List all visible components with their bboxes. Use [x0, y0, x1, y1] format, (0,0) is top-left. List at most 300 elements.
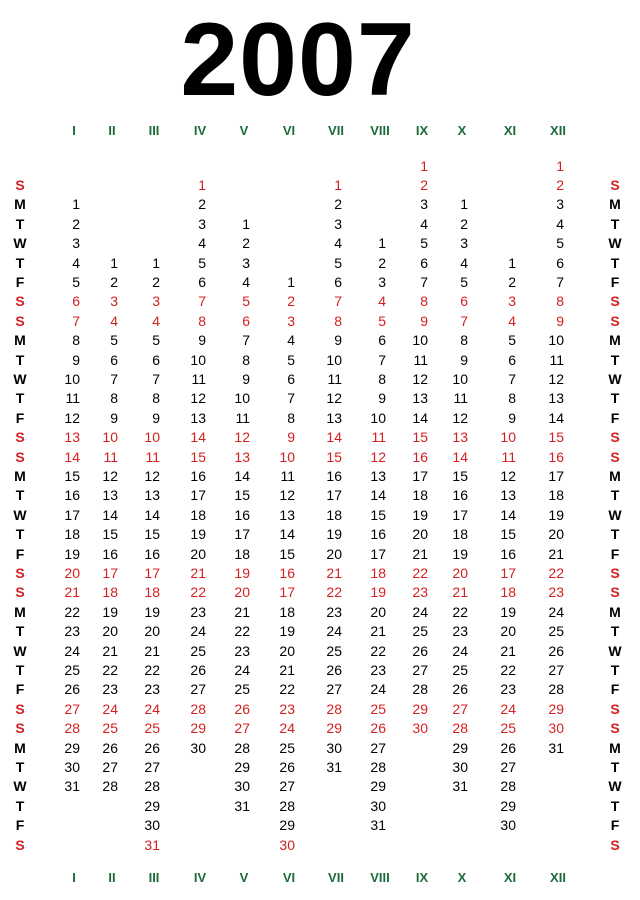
date-cell: 4: [152, 312, 160, 329]
day-label-left: F: [15, 817, 25, 834]
day-label-left: W: [13, 778, 27, 795]
day-label-left: T: [15, 254, 25, 271]
year-title: 2007: [180, 2, 416, 118]
date-cell: 10: [452, 371, 468, 387]
date-cell: 27: [144, 759, 160, 775]
date-cell: 20: [234, 584, 250, 601]
day-label-right: F: [610, 274, 620, 290]
date-cell: 23: [548, 584, 564, 601]
date-cell: 14: [370, 487, 386, 504]
month-header-bottom: I: [72, 870, 76, 885]
day-label-left: T: [15, 662, 25, 678]
date-cell: 17: [64, 506, 80, 523]
date-cell: 21: [279, 662, 295, 678]
date-cell: 12: [370, 448, 386, 465]
date-cell: 2: [556, 177, 564, 193]
date-cell: 3: [198, 215, 206, 232]
date-cell: 29: [452, 739, 468, 756]
day-label-right: T: [610, 215, 620, 232]
date-cell: 9: [198, 332, 206, 349]
date-cell: 17: [452, 506, 468, 523]
month-header-bottom: X: [457, 870, 467, 885]
day-label-right: M: [609, 332, 621, 349]
date-cell: 13: [326, 409, 342, 426]
date-cell: 22: [452, 603, 468, 620]
date-cell: 24: [452, 642, 468, 659]
date-cell: 27: [412, 662, 428, 678]
day-label-left: S: [15, 700, 25, 717]
date-cell: 12: [326, 390, 342, 407]
date-cell: 17: [548, 468, 564, 484]
date-cell: 10: [412, 332, 428, 349]
date-cell: 26: [548, 642, 564, 659]
date-cell: 21: [452, 584, 468, 601]
date-cell: 24: [190, 623, 206, 640]
date-cell: 18: [548, 487, 564, 504]
day-label-right: S: [610, 429, 620, 446]
date-cell: 7: [110, 371, 118, 387]
date-cell: 22: [190, 584, 206, 601]
date-cell: 3: [334, 215, 342, 232]
date-cell: 5: [242, 293, 250, 310]
date-cell: 19: [64, 545, 80, 562]
date-cell: 29: [64, 739, 80, 756]
date-cell: 4: [198, 235, 206, 252]
date-cell: 8: [508, 390, 516, 407]
date-cell: 25: [144, 720, 160, 737]
date-cell: 9: [334, 332, 342, 349]
day-label-right: T: [610, 390, 620, 407]
date-cell: 18: [102, 584, 118, 601]
date-cell: 28: [102, 778, 118, 795]
day-label-right: T: [610, 797, 620, 814]
date-cell: 26: [370, 720, 386, 737]
date-cell: 21: [234, 603, 250, 620]
date-cell: 20: [102, 623, 118, 640]
date-cell: 26: [326, 662, 342, 678]
date-cell: 15: [279, 545, 295, 562]
date-cell: 31: [234, 797, 250, 814]
month-header-bottom: IV: [193, 870, 207, 885]
date-cell: 3: [420, 196, 428, 213]
date-cell: 23: [64, 623, 80, 640]
date-cell: 12: [190, 390, 206, 407]
date-cell: 16: [190, 468, 206, 484]
date-cell: 26: [500, 739, 516, 756]
day-label-right: F: [610, 409, 620, 426]
date-cell: 14: [412, 409, 428, 426]
date-cell: 14: [500, 506, 516, 523]
date-cell: 20: [500, 623, 516, 640]
date-cell: 18: [452, 526, 468, 543]
date-cell: 14: [326, 429, 342, 446]
date-cell: 4: [110, 312, 118, 329]
month-header-top: VIII: [370, 123, 390, 138]
day-label-right: S: [610, 720, 620, 737]
day-label-right: W: [608, 235, 622, 252]
date-cell: 7: [334, 293, 342, 310]
date-cell: 19: [452, 545, 468, 562]
date-cell: 29: [326, 720, 342, 737]
date-cell: 11: [371, 429, 386, 446]
date-cell: 8: [242, 351, 250, 368]
date-cell: 13: [370, 468, 386, 484]
date-cell: 12: [500, 468, 516, 484]
day-label-left: S: [15, 177, 25, 193]
date-cell: 1: [110, 254, 118, 271]
date-cell: 20: [370, 603, 386, 620]
date-cell: 12: [144, 468, 160, 484]
date-cell: 7: [556, 274, 564, 290]
date-cell: 23: [452, 623, 468, 640]
date-cell: 11: [235, 409, 250, 426]
date-cell: 5: [378, 312, 386, 329]
date-cell: 23: [144, 681, 160, 698]
day-label-left: S: [15, 448, 25, 465]
date-cell: 2: [198, 196, 206, 213]
date-cell: 12: [102, 468, 118, 484]
date-cell: 13: [500, 487, 516, 504]
date-cell: 5: [287, 351, 295, 368]
date-cell: 4: [287, 332, 295, 349]
day-label-left: S: [15, 312, 25, 329]
date-cell: 23: [234, 642, 250, 659]
date-cell: 6: [198, 274, 206, 290]
day-label-right: W: [608, 642, 622, 659]
date-cell: 26: [190, 662, 206, 678]
date-cell: 22: [500, 662, 516, 678]
date-cell: 16: [370, 526, 386, 543]
date-cell: 5: [334, 254, 342, 271]
date-cell: 25: [234, 681, 250, 698]
date-cell: 16: [412, 448, 428, 465]
date-cell: 24: [370, 681, 386, 698]
date-cell: 30: [452, 759, 468, 775]
day-label-left: M: [14, 739, 26, 756]
date-cell: 14: [102, 506, 118, 523]
date-cell: 31: [452, 778, 468, 795]
date-cell: 3: [378, 274, 386, 290]
date-cell: 11: [65, 390, 80, 407]
date-cell: 7: [508, 371, 516, 387]
date-cell: 27: [500, 759, 516, 775]
date-cell: 23: [279, 700, 295, 717]
day-label-left: T: [15, 215, 25, 232]
date-cell: 22: [144, 662, 160, 678]
date-cell: 19: [102, 603, 118, 620]
date-cell: 13: [144, 487, 160, 504]
date-cell: 16: [234, 506, 250, 523]
date-cell: 4: [242, 274, 250, 290]
date-cell: 14: [190, 429, 206, 446]
date-cell: 23: [370, 662, 386, 678]
date-cell: 19: [190, 526, 206, 543]
date-cell: 15: [326, 448, 342, 465]
month-header-bottom: VII: [328, 870, 344, 885]
date-cell: 27: [452, 700, 468, 717]
date-cell: 29: [370, 778, 386, 795]
date-cell: 1: [378, 235, 386, 252]
date-cell: 30: [500, 817, 516, 834]
day-label-left: T: [15, 351, 25, 368]
date-cell: 5: [110, 332, 118, 349]
month-header-top: X: [457, 123, 467, 138]
day-label-left: T: [15, 390, 25, 407]
date-cell: 29: [190, 720, 206, 737]
date-cell: 5: [152, 332, 160, 349]
date-cell: 16: [279, 565, 295, 581]
date-cell: 18: [234, 545, 250, 562]
date-cell: 26: [144, 739, 160, 756]
date-cell: 23: [500, 681, 516, 698]
date-cell: 7: [152, 371, 160, 387]
date-cell: 17: [144, 565, 160, 581]
date-cell: 8: [198, 312, 206, 329]
date-cell: 4: [420, 215, 428, 232]
date-cell: 26: [452, 681, 468, 698]
date-cell: 12: [412, 371, 428, 387]
date-cell: 29: [279, 817, 295, 834]
date-cell: 23: [326, 603, 342, 620]
date-cell: 15: [548, 429, 564, 446]
day-label-left: T: [15, 526, 25, 543]
date-cell: 6: [556, 254, 564, 271]
date-cell: 22: [64, 603, 80, 620]
date-cell: 18: [326, 506, 342, 523]
date-cell: 10: [326, 351, 342, 368]
date-cell: 28: [370, 759, 386, 775]
date-cell: 30: [279, 836, 295, 853]
date-cell: 4: [334, 235, 342, 252]
date-cell: 2: [152, 274, 160, 290]
date-cell: 30: [190, 739, 206, 756]
date-cell: 20: [452, 565, 468, 581]
day-label-right: W: [608, 778, 622, 795]
date-cell: 28: [326, 700, 342, 717]
month-header-bottom: VI: [282, 870, 296, 885]
date-cell: 13: [548, 390, 564, 407]
date-cell: 2: [378, 254, 386, 271]
day-label-right: M: [609, 739, 621, 756]
date-cell: 1: [72, 196, 80, 213]
date-cell: 22: [234, 623, 250, 640]
date-cell: 7: [378, 351, 386, 368]
day-label-left: F: [15, 274, 25, 290]
date-cell: 15: [412, 429, 428, 446]
day-label-left: F: [15, 545, 25, 562]
date-cell: 18: [190, 506, 206, 523]
date-cell: 10: [102, 429, 118, 446]
date-cell: 12: [452, 409, 468, 426]
date-cell: 13: [64, 429, 80, 446]
date-cell: 28: [412, 681, 428, 698]
date-cell: 30: [144, 817, 160, 834]
date-cell: 24: [234, 662, 250, 678]
date-cell: 17: [102, 565, 118, 581]
date-cell: 13: [279, 506, 295, 523]
month-header-top: XII: [550, 123, 566, 138]
date-cell: 15: [190, 448, 206, 465]
date-cell: 8: [72, 332, 80, 349]
day-label-right: S: [610, 177, 620, 193]
month-header-top: VI: [282, 123, 296, 138]
date-cell: 21: [190, 565, 206, 581]
day-label-right: T: [610, 254, 620, 271]
date-cell: 11: [549, 351, 564, 368]
date-cell: 23: [190, 603, 206, 620]
date-cell: 3: [460, 235, 468, 252]
date-cell: 6: [334, 274, 342, 290]
date-cell: 25: [190, 642, 206, 659]
month-header-bottom: VIII: [370, 870, 390, 885]
date-cell: 28: [64, 720, 80, 737]
date-cell: 25: [548, 623, 564, 640]
date-cell: 20: [326, 545, 342, 562]
date-cell: 19: [234, 565, 250, 581]
date-cell: 4: [378, 293, 386, 310]
date-cell: 30: [234, 778, 250, 795]
month-header-bottom: XI: [503, 870, 517, 885]
date-cell: 7: [287, 390, 295, 407]
date-cell: 26: [412, 642, 428, 659]
date-cell: 15: [64, 468, 80, 484]
date-cell: 8: [334, 312, 342, 329]
date-cell: 7: [198, 293, 206, 310]
date-cell: 11: [501, 448, 516, 465]
date-cell: 16: [500, 545, 516, 562]
date-cell: 1: [198, 177, 206, 193]
date-cell: 18: [279, 603, 295, 620]
day-label-left: S: [15, 720, 25, 737]
day-label-right: F: [610, 817, 620, 834]
day-label-right: S: [610, 312, 620, 329]
date-cell: 24: [64, 642, 80, 659]
date-cell: 9: [287, 429, 295, 446]
date-cell: 27: [234, 720, 250, 737]
date-cell: 8: [460, 332, 468, 349]
date-cell: 24: [279, 720, 295, 737]
date-cell: 1: [152, 254, 160, 271]
date-cell: 18: [144, 584, 160, 601]
date-cell: 11: [191, 371, 206, 387]
date-cell: 19: [548, 506, 564, 523]
date-cell: 1: [556, 157, 564, 174]
date-cell: 18: [412, 487, 428, 504]
date-cell: 5: [460, 274, 468, 290]
date-cell: 25: [102, 720, 118, 737]
date-cell: 7: [72, 312, 80, 329]
day-label-left: M: [14, 332, 26, 349]
day-label-left: S: [15, 293, 25, 310]
day-label-right: S: [610, 836, 620, 853]
month-header-top: IV: [193, 123, 207, 138]
date-cell: 25: [370, 700, 386, 717]
date-cell: 15: [144, 526, 160, 543]
date-cell: 12: [279, 487, 295, 504]
date-cell: 2: [242, 235, 250, 252]
date-cell: 7: [420, 274, 428, 290]
date-cell: 20: [64, 565, 80, 581]
date-cell: 26: [64, 681, 80, 698]
date-cell: 10: [548, 332, 564, 349]
day-label-right: M: [609, 196, 621, 213]
date-cell: 8: [378, 371, 386, 387]
date-cell: 20: [190, 545, 206, 562]
day-label-left: S: [15, 584, 25, 601]
date-cell: 19: [326, 526, 342, 543]
date-cell: 28: [144, 778, 160, 795]
day-label-right: F: [610, 681, 620, 698]
date-cell: 15: [370, 506, 386, 523]
date-cell: 28: [500, 778, 516, 795]
date-cell: 9: [242, 371, 250, 387]
date-cell: 22: [279, 681, 295, 698]
date-cell: 12: [234, 429, 250, 446]
month-header-top: V: [239, 123, 249, 138]
date-cell: 12: [64, 409, 80, 426]
day-label-right: T: [610, 487, 620, 504]
date-cell: 24: [102, 700, 118, 717]
day-label-left: F: [15, 409, 25, 426]
date-cell: 6: [287, 371, 295, 387]
day-label-left: M: [14, 196, 26, 213]
date-cell: 1: [242, 215, 250, 232]
date-cell: 16: [102, 545, 118, 562]
date-cell: 14: [548, 409, 564, 426]
date-cell: 14: [452, 448, 468, 465]
date-cell: 27: [190, 681, 206, 698]
date-cell: 24: [326, 623, 342, 640]
date-cell: 11: [145, 448, 160, 465]
date-cell: 25: [279, 739, 295, 756]
date-cell: 28: [452, 720, 468, 737]
date-cell: 20: [548, 526, 564, 543]
date-cell: 29: [144, 797, 160, 814]
date-cell: 30: [326, 739, 342, 756]
date-cell: 5: [556, 235, 564, 252]
date-cell: 10: [144, 429, 160, 446]
date-cell: 1: [287, 274, 295, 290]
day-label-right: T: [610, 526, 620, 543]
date-cell: 23: [102, 681, 118, 698]
date-cell: 26: [279, 759, 295, 775]
date-cell: 30: [64, 759, 80, 775]
date-cell: 3: [556, 196, 564, 213]
date-cell: 6: [508, 351, 516, 368]
date-cell: 28: [548, 681, 564, 698]
day-label-left: W: [13, 235, 27, 252]
day-label-left: M: [14, 468, 26, 484]
month-header-bottom: V: [239, 870, 249, 885]
month-header-bottom: IX: [415, 870, 429, 885]
date-cell: 18: [370, 565, 386, 581]
date-cell: 28: [234, 739, 250, 756]
date-cell: 14: [64, 448, 80, 465]
day-label-left: T: [15, 623, 25, 640]
date-cell: 15: [234, 487, 250, 504]
day-label-left: T: [15, 759, 25, 775]
day-label-right: S: [610, 293, 620, 310]
day-label-right: S: [610, 448, 620, 465]
date-cell: 10: [234, 390, 250, 407]
date-cell: 21: [144, 642, 160, 659]
date-cell: 10: [370, 409, 386, 426]
date-cell: 6: [110, 351, 118, 368]
date-cell: 8: [110, 390, 118, 407]
date-cell: 3: [242, 254, 250, 271]
date-cell: 17: [500, 565, 516, 581]
date-cell: 9: [110, 409, 118, 426]
